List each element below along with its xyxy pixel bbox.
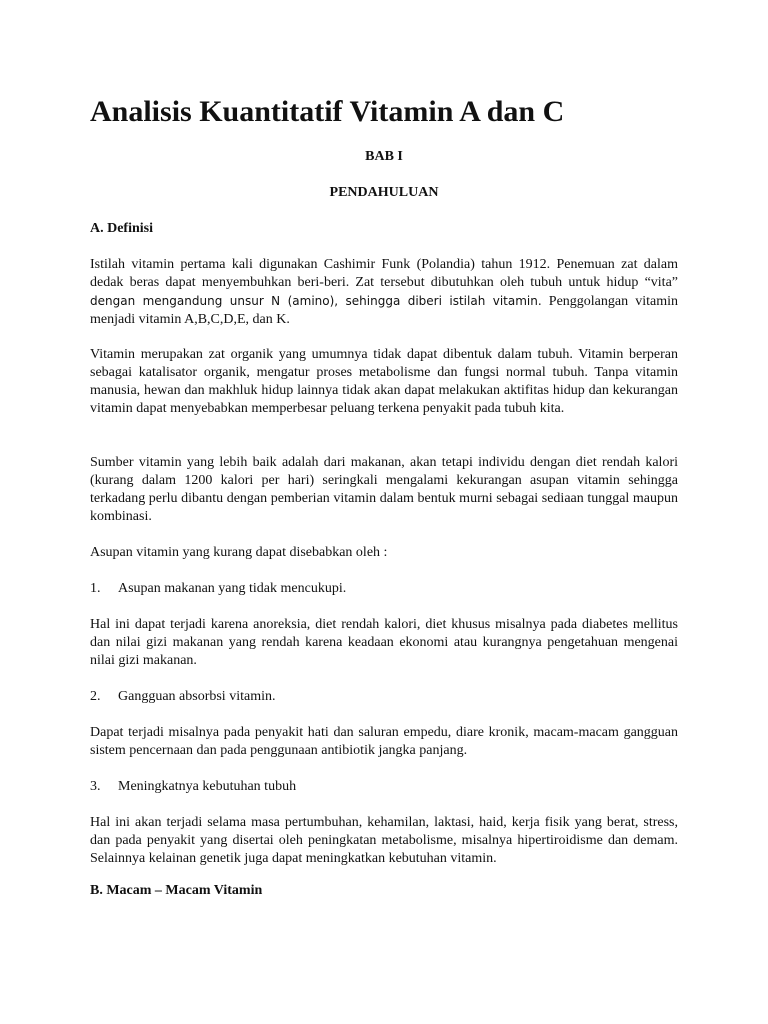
list-item-number: 2. bbox=[90, 689, 101, 704]
chapter-number: BAB I bbox=[365, 149, 403, 164]
section-heading-definisi: A. Definisi bbox=[90, 221, 153, 236]
list-item-number: 1. bbox=[90, 581, 101, 596]
paragraph-intake-causes: Asupan vitamin yang kurang dapat disebabkan oleh : bbox=[90, 545, 388, 560]
document-title: Analisis Kuantitatif Vitamin A dan C bbox=[90, 95, 565, 128]
list-item bbox=[90, 778, 678, 796]
paragraph-absorption-explanation: Dapat terjadi misalnya pada penyakit hati dan saluran empedu, diare kronik, macam-macam gangguan sistem pencernaan dan pada penggunaan antibiotik jangka panjang. bbox=[90, 725, 678, 758]
list-item bbox=[90, 688, 678, 706]
paragraph-intake-explanation: Hal ini dapat terjadi karena anoreksia, diet rendah kalori, diet khusus misalnya pada diabetes mellitus dan nilai gizi makanan yang rendah karena keadaan ekonomi atau kurangnya pengetahuan mengenai nilai gizi makanan. bbox=[90, 617, 678, 668]
list-item bbox=[90, 580, 678, 598]
paragraph-definition bbox=[90, 256, 678, 329]
paragraph-definition-part2: dengan mengandung unsur N (amino), sehingga diberi istilah vitamin. bbox=[90, 294, 542, 308]
section-heading-macam-vitamin: B. Macam – Macam Vitamin bbox=[90, 883, 263, 898]
paragraph-need-explanation: Hal ini akan terjadi selama masa pertumbuhan, kehamilan, laktasi, haid, kerja fisik yang berat, stress, dan pada penyakit yang disertai oleh peningkatan metabolisme, misalnya hipertiroidisme dan demam. Selainnya kelainan genetik juga dapat meningkatkan kebutuhan vitamin. bbox=[90, 815, 678, 866]
list-item-number: 3. bbox=[90, 779, 101, 794]
list-item-text: Asupan makanan yang tidak mencukupi. bbox=[118, 581, 347, 596]
document-page bbox=[90, 0, 678, 1024]
chapter-title: PENDAHULUAN bbox=[329, 185, 439, 200]
list-item-text: Gangguan absorbsi vitamin. bbox=[118, 689, 276, 704]
paragraph-definition-part3: Penggolangan vitamin menjadi vitamin A,B,C,D,E, dan K. bbox=[90, 294, 678, 327]
paragraph-definition-part1: Istilah vitamin pertama kali digunakan Cashimir Funk (Polandia) tahun 1912. Penemuan zat dalam dedak beras dapat menyembuhkan beri-beri. Zat tersebut dibutuhkan oleh tubuh untuk hidup “vita” bbox=[90, 257, 678, 290]
paragraph-vitamin-source: Sumber vitamin yang lebih baik adalah dari makanan, akan tetapi individu dengan diet rendah kalori (kurang dalam 1200 kalori per hari) seringkali mengalami kekurangan asupan vitamin sehingga terkadang perlu dibantu dengan pemberian vitamin dalam bentuk murni sebagai sediaan tunggal maupun kombinasi. bbox=[90, 455, 678, 524]
list-item-text: Meningkatnya kebutuhan tubuh bbox=[118, 779, 297, 794]
paragraph-vitamin-role: Vitamin merupakan zat organik yang umumnya tidak dapat dibentuk dalam tubuh. Vitamin berperan sebagai katalisator organik, mengatur proses metabolisme dan fungsi normal tubuh. Tanpa vitamin manusia, hewan dan makhluk hidup lainnya tidak akan dapat melakukan aktifitas hidup dan kekurangan vitamin dapat menyebabkan memperbesar peluang terkena penyakit pada tubuh kita. bbox=[90, 347, 678, 416]
